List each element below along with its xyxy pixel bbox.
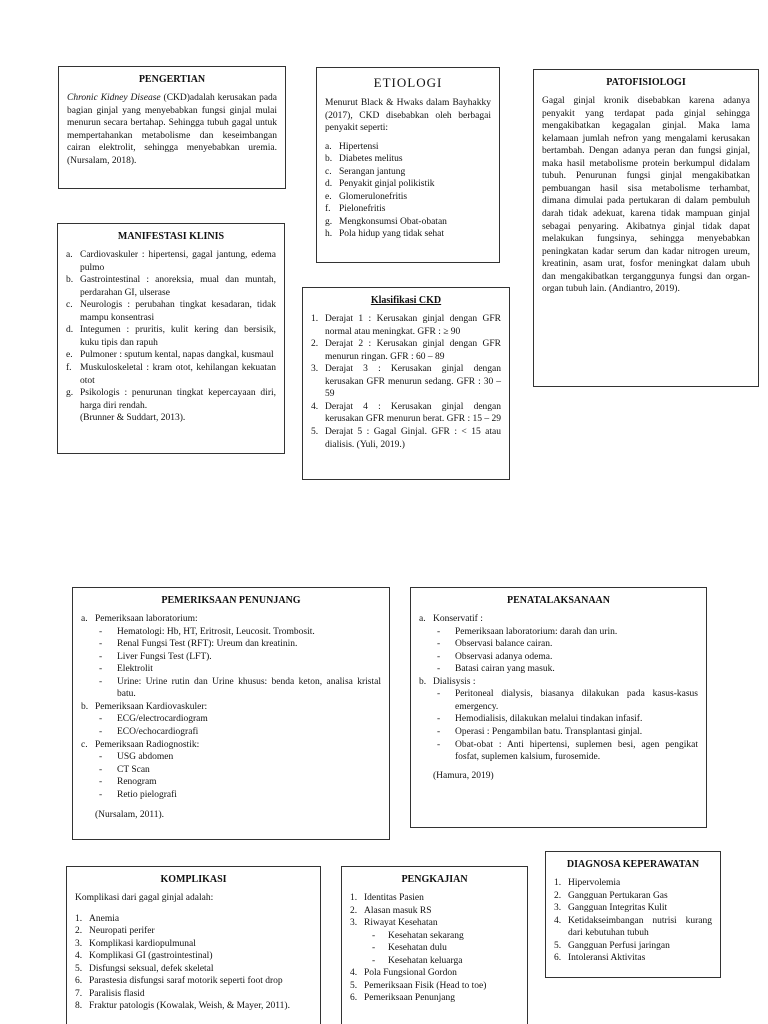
group-sub-item <box>437 638 698 651</box>
penatalaksanaan-groups <box>419 613 698 763</box>
list-marker: 1. <box>75 913 83 924</box>
list-marker: b. <box>66 275 74 286</box>
dash-bullet: - <box>372 930 376 941</box>
list-marker: g. <box>325 216 333 227</box>
group-sub-item <box>99 764 381 777</box>
group-sub-item <box>99 626 381 639</box>
dash-bullet: - <box>437 664 441 675</box>
list-marker: 7. <box>75 988 83 999</box>
list-item <box>66 362 276 387</box>
group-sub-text: Batasi cairan yang masuk. <box>455 664 555 675</box>
list-text: Derajat 5 : Gagal Ginjal. GFR : < 15 atau dialisis. (Yuli, 2019.) <box>325 426 501 450</box>
list-marker: 2. <box>75 926 83 937</box>
list-item <box>325 153 491 166</box>
dash-bullet: - <box>372 955 376 966</box>
sub-text: Kesehatan dulu <box>388 943 447 954</box>
etiologi-title: ETIOLOGI <box>373 75 443 90</box>
list-marker: 4. <box>554 915 562 926</box>
diagnosa-list <box>554 877 712 965</box>
etiologi-list <box>325 141 491 241</box>
list-marker: 6. <box>75 976 83 987</box>
list-item <box>66 274 276 299</box>
list-marker: 8. <box>75 1001 83 1012</box>
list-marker: 5. <box>554 940 562 951</box>
list-text: Komplikasi GI (gastrointestinal) <box>89 951 213 962</box>
dash-bullet: - <box>437 714 441 725</box>
dash-bullet: - <box>99 752 103 763</box>
dash-bullet: - <box>99 726 103 737</box>
list-text: Disfungsi seksual, defek skeletal <box>89 963 214 974</box>
group-marker: a. <box>81 614 88 625</box>
group-sub-text: Pemeriksaan laboratorium: darah dan urin. <box>455 626 618 637</box>
list-text: Riwayat Kesehatan <box>364 918 438 929</box>
patofisiologi-title: PATOFISIOLOGI <box>606 77 686 88</box>
group-sub-text: ECO/echocardiografi <box>117 726 199 737</box>
list-item <box>75 1000 312 1013</box>
pengkajian-list-2 <box>350 967 519 1005</box>
group-heading <box>419 676 698 689</box>
list-item <box>350 992 519 1005</box>
list-marker: 2. <box>554 890 562 901</box>
list-marker: e. <box>66 350 73 361</box>
list-text: Pola hidup yang tidak sehat <box>339 229 445 240</box>
group-heading <box>81 739 381 752</box>
group-sub-item <box>99 751 381 764</box>
group-heading <box>419 613 698 626</box>
list-item <box>350 967 519 980</box>
list-text: Mengkonsumsi Obat-obatan <box>339 216 447 227</box>
list-text: Neurologis : perubahan tingkat kesadaran, tidak mampu konsentrasi <box>80 300 276 323</box>
pengertian-body: (CKD)adalah kerusakan pada bagian ginjal yang menyebabkan fungsi ginjal mulai menurun secara bertahap. Sehingga tubuh gagal untuk mempertahankan metabolisme dan keseimbangan cairan elektrolit, sehingga menyebabkan uremia. (Nursalam, 2018). <box>67 93 277 166</box>
group-sub-text: Observasi balance cairan. <box>455 639 553 650</box>
list-marker: 6. <box>554 953 562 964</box>
group-text: Konservatif : <box>433 614 483 625</box>
group-marker: c. <box>81 739 88 750</box>
group-sub-item <box>99 651 381 664</box>
list-item <box>350 905 519 918</box>
list-marker: g. <box>66 388 74 399</box>
list-item <box>554 915 712 940</box>
dash-bullet: - <box>437 626 441 637</box>
pemeriksaan-title: PEMERIKSAAN PENUNJANG <box>161 595 301 606</box>
list-item <box>325 191 491 204</box>
list-marker: 3. <box>75 938 83 949</box>
group-sub-text: Observasi adanya odema. <box>455 651 553 662</box>
group-sub-text: Hematologi: Hb, HT, Eritrosit, Leucosit. Trombosit. <box>117 626 315 637</box>
list-text: Gastrointestinal : anoreksia, mual dan muntah, perdarahan GI, ulserase <box>80 275 276 298</box>
list-marker: b. <box>325 154 333 165</box>
sub-item <box>372 955 519 968</box>
pengkajian-box <box>341 866 528 1024</box>
list-marker: 1. <box>350 893 358 904</box>
list-marker: a. <box>325 141 332 152</box>
list-item <box>311 401 501 426</box>
list-item <box>75 988 312 1001</box>
list-item <box>75 963 312 976</box>
list-marker: 3. <box>350 918 358 929</box>
group-sub-item <box>437 739 698 764</box>
sub-item <box>372 930 519 943</box>
list-text: Derajat 1 : Kerusakan ginjal dengan GFR normal atau meningkat. GFR : ≥ 90 <box>325 314 501 337</box>
list-item <box>554 902 712 915</box>
list-item <box>325 228 491 241</box>
list-item <box>325 216 491 229</box>
list-text: Cardiovaskuler : hipertensi, gagal jantung, edema pulmo <box>80 250 276 273</box>
list-marker: f. <box>66 362 72 373</box>
group-marker: a. <box>419 614 426 625</box>
list-marker: 3. <box>311 364 319 375</box>
list-marker: 2. <box>350 905 358 916</box>
list-text: Paralisis flasid <box>89 988 145 999</box>
list-marker: 6. <box>350 993 358 1004</box>
group-marker: b. <box>81 701 89 712</box>
komplikasi-intro: Komplikasi dari gagal ginjal adalah: <box>75 893 214 904</box>
list-item <box>66 249 276 274</box>
patofisiologi-text: Gagal ginjal kronik disebabkan karena adanya penyakit yang terdapat pada ginjal sehingga mengakibatkan kegagalan ginjal. Maka lama kelamaan jumlah nefron yang mengalami kerusakan bertambah. Dengan adanya peran dan fungsi ginjal, maka hasil metabolisme protein berkumpul didalam tubuh. Penurunan fungsi ginjal mengakibatkan pembuangan hasil sisa metabolisme terhambat, dimana dimulai pada pertukaran di dalam pembuluh darah tidak adekuat, karena tidak mampuan ginjal sebagai penyaring. Akibatnya ginjal tidak dapat melakukan fungsinya, sehingga menyebabkan peningkatan kadar serum dan kadar nitrogen ureum, kreatinin, asam urat, fosfor meningkat dalam ubuh dan mengakibatkan terganggunya fungsi dan organ-organ tubuh lain. (Andiantro, 2019). <box>542 96 750 295</box>
group-sub-item <box>99 726 381 739</box>
list-text: Fraktur patologis (Kowalak, Weish, & Mayer, 2011). <box>89 1001 290 1012</box>
group-sub-text: CT Scan <box>117 764 150 775</box>
list-text: Neuropati perifer <box>89 926 155 937</box>
list-text: Hipertensi <box>339 141 379 152</box>
komplikasi-title: KOMPLIKASI <box>160 874 227 885</box>
group-heading <box>81 613 381 626</box>
list-marker: 4. <box>350 968 358 979</box>
list-text: Serangan jantung <box>339 166 406 177</box>
penatalaksanaan-citation: (Hamura, 2019) <box>433 770 494 781</box>
pemeriksaan-box <box>72 587 390 840</box>
list-text: Gangguan Perfusi jaringan <box>568 940 670 951</box>
manifestasi-list <box>66 249 276 412</box>
pengertian-italic: Chronic Kidney Disease <box>67 93 161 104</box>
list-marker: h. <box>325 229 333 240</box>
pemeriksaan-groups <box>81 613 381 801</box>
dash-bullet: - <box>437 639 441 650</box>
pengertian-title: PENGERTIAN <box>138 74 206 85</box>
list-marker: d. <box>66 325 74 336</box>
group-sub-item <box>99 776 381 789</box>
group-sub-item <box>437 713 698 726</box>
list-item <box>350 917 519 930</box>
list-item <box>75 913 312 926</box>
list-marker: 1. <box>311 314 319 325</box>
group-text: Pemeriksaan Radiognostik: <box>95 739 200 750</box>
dash-bullet: - <box>99 626 103 637</box>
list-item <box>554 877 712 890</box>
list-item <box>311 363 501 401</box>
dash-bullet: - <box>99 664 103 675</box>
list-marker: 5. <box>311 426 319 437</box>
list-item <box>350 892 519 905</box>
list-text: Intoleransi Aktivitas <box>568 953 646 964</box>
list-text: Alasan masuk RS <box>364 905 432 916</box>
list-marker: 3. <box>554 903 562 914</box>
list-text: Derajat 2 : Kerusakan ginjal dengan GFR menurun ringan. GFR : 60 – 89 <box>325 339 501 362</box>
klasifikasi-list <box>311 313 501 451</box>
group-sub-text: Liver Fungsi Test (LFT). <box>117 651 212 662</box>
pengkajian-sublist <box>350 930 519 968</box>
list-text: Psikologis : penurunan tingkat kepercayaan diri, harga diri rendah. <box>80 388 276 411</box>
dash-bullet: - <box>99 764 103 775</box>
list-text: Penyakit ginjal polikistik <box>339 179 435 190</box>
patofisiologi-box <box>533 69 759 387</box>
etiologi-box <box>316 67 500 263</box>
list-text: Derajat 4 : Kerusakan ginjal dengan kerusakan GFR menurun berat. GFR : 15 – 29 <box>325 401 501 425</box>
sub-item <box>372 942 519 955</box>
dash-bullet: - <box>437 739 441 750</box>
klasifikasi-title: Klasifikasi CKD <box>370 295 442 306</box>
group-text: Dialisysis : <box>433 676 476 687</box>
dash-bullet: - <box>99 777 103 788</box>
group-sub-text: Retio pielografi <box>117 789 177 800</box>
list-item <box>75 938 312 951</box>
list-text: Glomerulonefritis <box>339 191 408 202</box>
list-text: Derajat 3 : Kerusakan ginjal dengan kerusakan GFR menurun sedang. GFR : 30 – 59 <box>325 364 501 400</box>
group-sub-text: ECG/electrocardiogram <box>117 714 208 725</box>
dash-bullet: - <box>372 943 376 954</box>
komplikasi-box <box>66 866 321 1024</box>
etiologi-intro: Menurut Black & Hwaks dalam Bayhakky (2017), CKD disebabkan oleh berbagai penyakit seperti: <box>325 98 491 134</box>
group-sub-item <box>437 626 698 639</box>
dash-bullet: - <box>99 676 103 687</box>
list-text: Muskuloskeletal : kram otot, kehilangan kekuatan otot <box>80 362 276 386</box>
pengkajian-list <box>350 892 519 930</box>
list-item <box>325 178 491 191</box>
diagnosa-title: DIAGNOSA KEPERAWATAN <box>566 859 700 870</box>
list-item <box>311 313 501 338</box>
list-marker: d. <box>325 179 333 190</box>
diagnosa-box <box>545 851 721 978</box>
group-sub-text: Obat-obat : Anti hipertensi, suplemen besi, agen pengikat fosfat, suplemen kalsium, furosemide. <box>455 739 698 763</box>
group-heading <box>81 701 381 714</box>
list-item <box>325 203 491 216</box>
list-text: Hipervolemia <box>568 878 621 889</box>
list-marker: e. <box>325 191 332 202</box>
dash-bullet: - <box>99 714 103 725</box>
sub-text: Kesehatan sekarang <box>388 930 464 941</box>
group-sub-item <box>99 676 381 701</box>
group-sub-text: Renogram <box>117 777 157 788</box>
group-sub-item <box>437 663 698 676</box>
penatalaksanaan-box <box>410 587 707 828</box>
list-item <box>554 952 712 965</box>
list-marker: 5. <box>75 963 83 974</box>
penatalaksanaan-title: PENATALAKSANAAN <box>507 595 610 606</box>
list-marker: a. <box>66 250 73 261</box>
group-marker: b. <box>419 676 427 687</box>
list-item <box>325 141 491 154</box>
list-item <box>66 299 276 324</box>
list-marker: c. <box>325 166 332 177</box>
list-text: Pielonefritis <box>339 204 386 215</box>
dash-bullet: - <box>99 789 103 800</box>
group-sub-text: Operasi : Pengambilan batu. Transplantasi ginjal. <box>455 726 643 737</box>
group-text: Pemeriksaan laboratorium: <box>95 614 198 625</box>
list-text: Anemia <box>89 913 120 924</box>
list-item <box>75 950 312 963</box>
manifestasi-citation: (Brunner & Suddart, 2013). <box>80 413 186 424</box>
list-item <box>311 338 501 363</box>
list-marker: 5. <box>350 980 358 991</box>
list-item <box>311 426 501 451</box>
pengertian-box <box>58 66 286 189</box>
manifestasi-box <box>57 223 285 454</box>
group-text: Pemeriksaan Kardiovaskuler: <box>95 701 208 712</box>
list-marker: 2. <box>311 339 319 350</box>
list-item <box>66 349 276 362</box>
list-item <box>75 975 312 988</box>
list-text: Pola Fungsional Gordon <box>364 968 457 979</box>
list-item <box>75 925 312 938</box>
group-sub-text: Renal Fungsi Test (RFT): Ureum dan kreatinin. <box>117 639 298 650</box>
komplikasi-list <box>75 913 312 1013</box>
list-text: Gangguan Pertukaran Gas <box>568 890 668 901</box>
list-text: Komplikasi kardiopulmunal <box>89 938 196 949</box>
list-text: Diabetes melitus <box>339 154 403 165</box>
list-text: Ketidakseimbangan nutrisi kurang dari kebutuhan tubuh <box>568 915 712 939</box>
group-sub-item <box>99 638 381 651</box>
list-text: Identitas Pasien <box>364 893 424 904</box>
pengertian-text <box>67 92 277 167</box>
group-sub-text: Urine: Urine rutin dan Urine khusus: benda keton, analisa kristal batu. <box>117 676 381 700</box>
list-text: Pulmoner : sputum kental, napas dangkal, kusmaul <box>80 350 274 361</box>
list-text: Pemeriksaan Penunjang <box>364 993 456 1004</box>
list-text: Pemeriksaan Fisik (Head to toe) <box>364 980 487 991</box>
dash-bullet: - <box>437 689 441 700</box>
list-text: Parastesia disfungsi saraf motorik seperti foot drop <box>89 976 283 987</box>
list-item <box>66 324 276 349</box>
klasifikasi-box <box>302 287 510 480</box>
list-item <box>350 980 519 993</box>
list-item <box>66 387 276 412</box>
group-sub-item <box>437 726 698 739</box>
list-marker: 1. <box>554 878 562 889</box>
group-sub-item <box>437 688 698 713</box>
list-marker: c. <box>66 300 73 311</box>
list-item <box>325 166 491 179</box>
dash-bullet: - <box>437 726 441 737</box>
sub-text: Kesehatan keluarga <box>388 955 463 966</box>
list-item <box>554 940 712 953</box>
list-text: Integumen : pruritis, kulit kering dan bersisik, kuku tipis dan rapuh <box>80 325 276 348</box>
pemeriksaan-citation: (Nursalam, 2011). <box>95 810 165 821</box>
list-marker: 4. <box>75 951 83 962</box>
pengkajian-title: PENGKAJIAN <box>401 874 468 885</box>
list-item <box>554 890 712 903</box>
list-marker: f. <box>325 204 331 215</box>
group-sub-item <box>437 651 698 664</box>
group-sub-item <box>99 713 381 726</box>
group-sub-text: USG abdomen <box>117 752 174 763</box>
dash-bullet: - <box>437 651 441 662</box>
list-text: Gangguan Integritas Kulit <box>568 903 668 914</box>
group-sub-text: Hemodialisis, dilakukan melalui tindakan infasif. <box>455 714 643 725</box>
group-sub-item <box>99 789 381 802</box>
group-sub-text: Peritoneal dialysis, biasanya dilakukan pada kasus-kasus emergency. <box>455 689 698 712</box>
list-marker: 4. <box>311 401 319 412</box>
dash-bullet: - <box>99 639 103 650</box>
manifestasi-title: MANIFESTASI KLINIS <box>117 231 225 242</box>
dash-bullet: - <box>99 651 103 662</box>
group-sub-text: Elektrolit <box>117 664 153 675</box>
group-sub-item <box>99 663 381 676</box>
